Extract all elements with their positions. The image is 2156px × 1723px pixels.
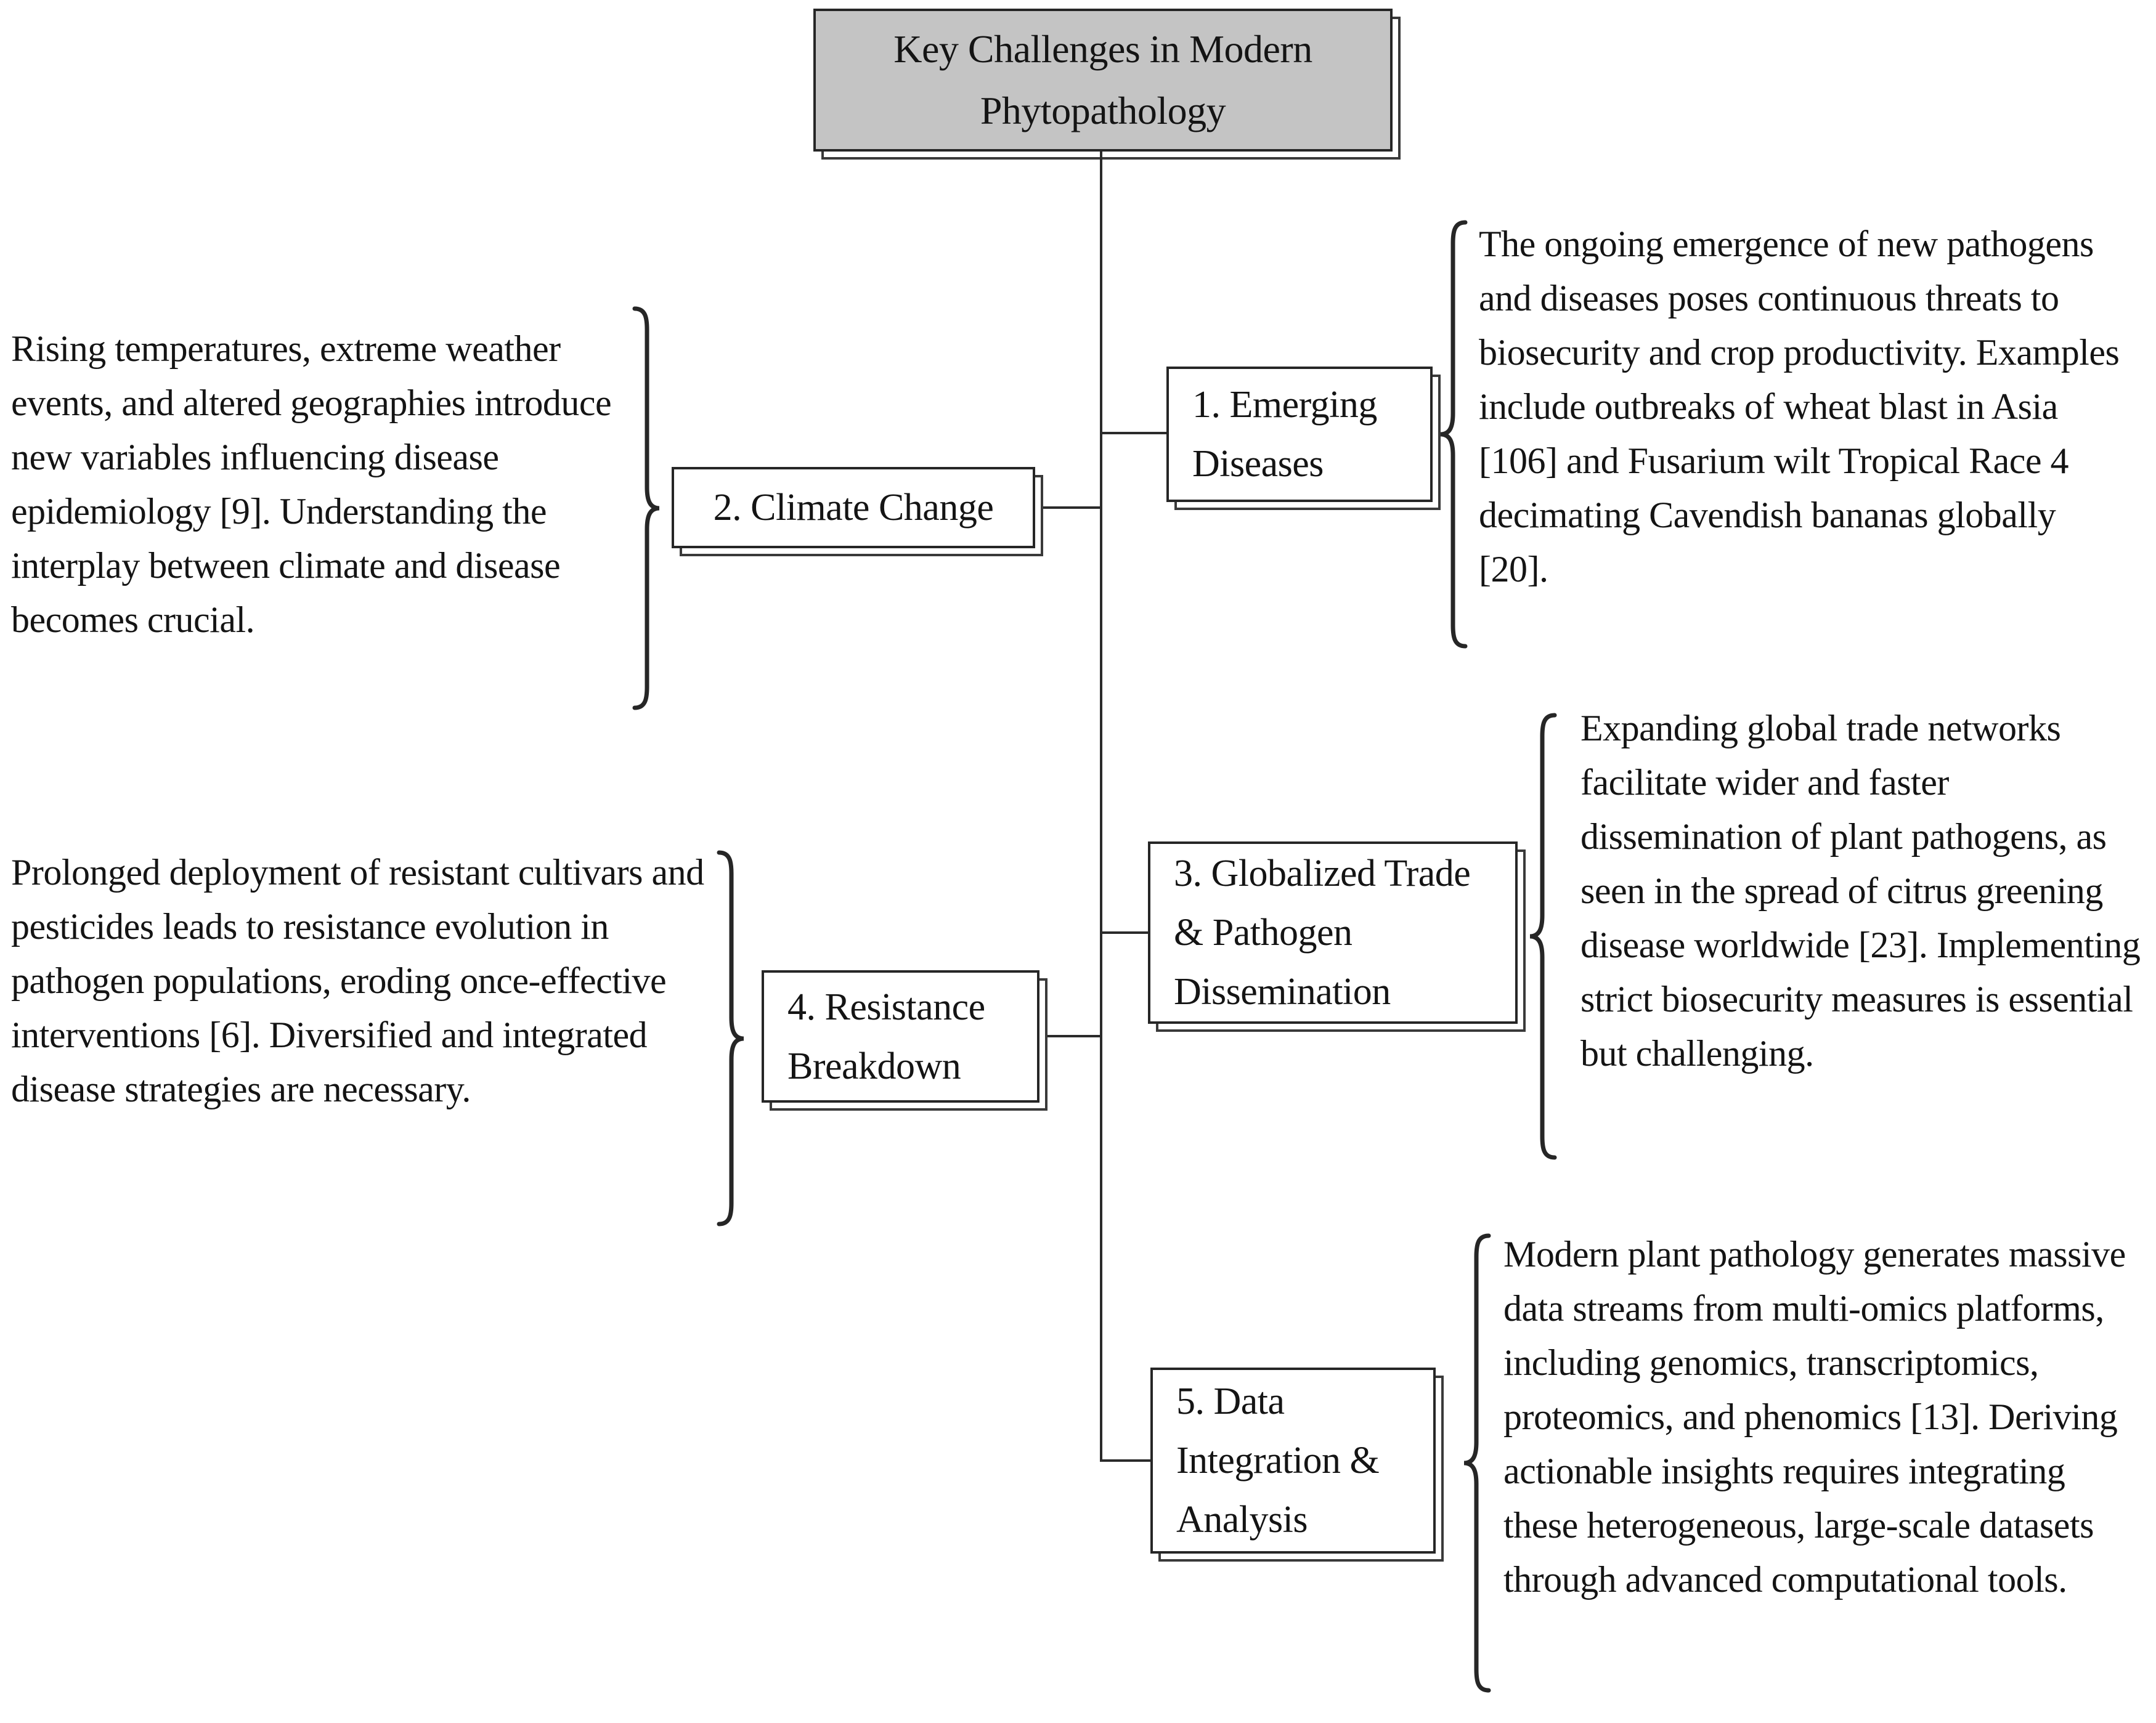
connector-data-integration xyxy=(1101,1459,1152,1462)
description-emerging-diseases: The ongoing emergence of new pathogens and diseases poses continuous threats to biosecurity and crop productivity. Examples include outbreaks of wheat blast in Asia [106] and Fusarium wilt Tropical Race 4 decimating Cavendish bananas globally [20]. xyxy=(1479,224,2120,590)
connector-resistance-breakdown xyxy=(1039,1035,1102,1037)
description-data-integration: Modern plant pathology generates massive data streams from multi-omics platforms, including genomics, transcriptomics, proteomics, and phenomics [13]. Deriving actionable insights requires integrating these heterogeneous, large-scale datasets through advanced computational tools. xyxy=(1503,1234,2126,1600)
left-curly-brace-emerging-diseases xyxy=(1436,219,1473,650)
right-curly-brace-resistance-breakdown xyxy=(712,849,749,1228)
trunk-line xyxy=(1100,152,1102,1462)
node-label-globalized-trade: 3. Globalized Trade & Pathogen Dissemination xyxy=(1174,853,1471,1013)
node-box-globalized-trade xyxy=(1148,841,1518,1024)
description-globalized-trade: Expanding global trade networks facilitate wider and faster dissemination of plant pathogens, as seen in the spread of citrus greening disease worldwide [23]. Implementing strict biosecurity measures is essential but challenging. xyxy=(1580,708,2141,1074)
node-box-data-integration xyxy=(1150,1368,1436,1554)
node-box-resistance-breakdown xyxy=(762,970,1039,1103)
root-title-text: Key Challenges in Modern Phytopathology xyxy=(893,27,1312,132)
left-curly-brace-data-integration xyxy=(1459,1232,1496,1694)
node-label-resistance-breakdown: 4. Resistance Breakdown xyxy=(787,986,985,1087)
node-label-climate-change: 2. Climate Change xyxy=(713,487,994,529)
left-curly-brace-globalized-trade xyxy=(1525,711,1562,1161)
node-box-climate-change xyxy=(672,467,1035,548)
root-title-box xyxy=(813,9,1393,152)
node-box-emerging-diseases xyxy=(1166,367,1433,502)
connector-globalized-trade xyxy=(1101,931,1149,934)
description-resistance-breakdown: Prolonged deployment of resistant cultivars and pesticides leads to resistance evolution in pathogen populations, eroding once-effective interventions [6]. Diversified and integrated disease strategies are necessary. xyxy=(11,852,704,1109)
connector-climate-change xyxy=(1035,506,1102,509)
node-label-data-integration: 5. Data Integration & Analysis xyxy=(1176,1380,1380,1541)
node-label-emerging-diseases: 1. Emerging Diseases xyxy=(1192,384,1377,485)
connector-emerging-diseases xyxy=(1101,432,1166,434)
description-climate-change: Rising temperatures, extreme weather events, and altered geographies introduce new variables influencing disease epidemiology [9]. Understanding the interplay between climate and disease becomes crucial. xyxy=(11,328,612,640)
